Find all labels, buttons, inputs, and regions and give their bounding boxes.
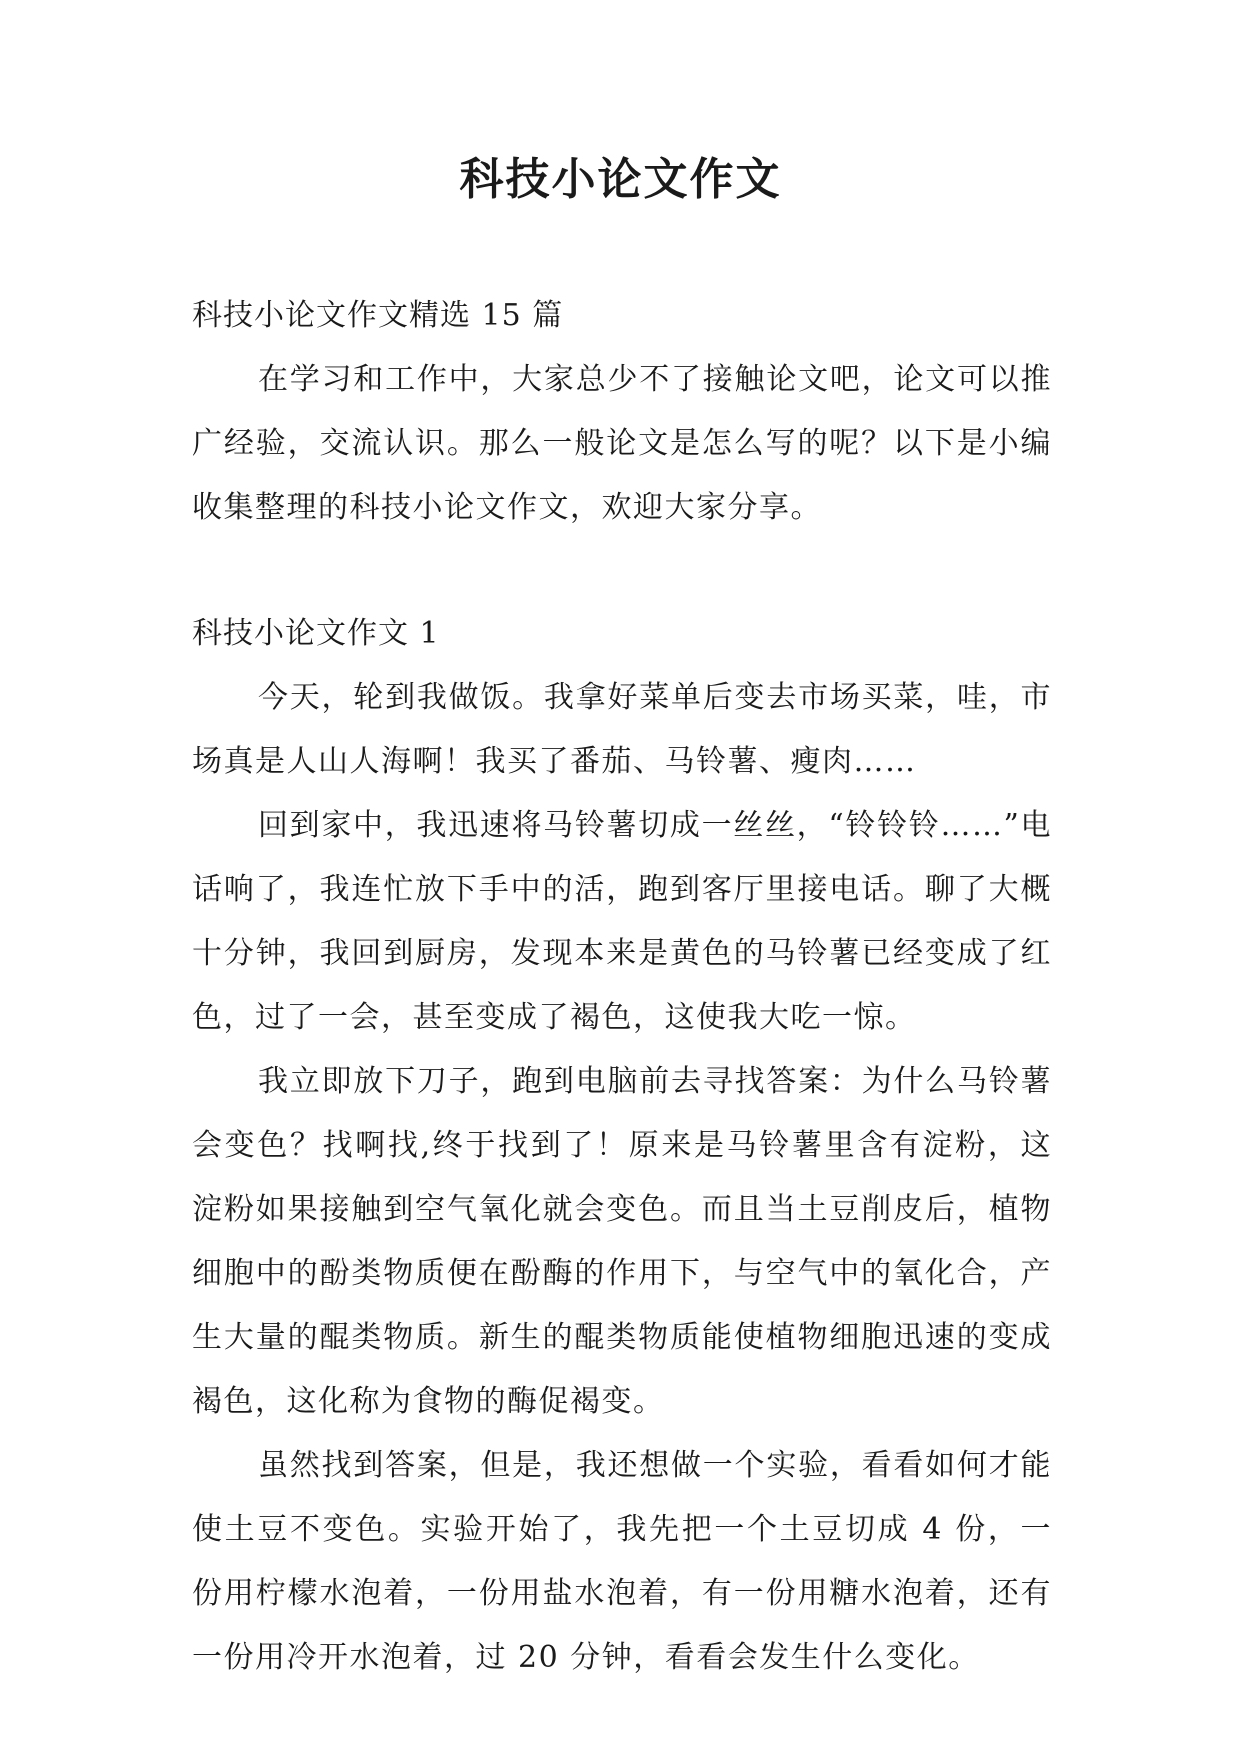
body-paragraph: 回到家中，我迅速将马铃薯切成一丝丝，“铃铃铃……”电话响了，我连忙放下手中的活，跑到客厅里接电话。聊了大概十分钟，我回到厨房，发现本来是黄色的马铃薯已经变成了红色，过了一会，甚至变成了褐色，这使我大吃一惊。 bbox=[192, 808, 1052, 1035]
body-paragraph: 虽然找到答案，但是，我还想做一个实验，看看如何才能使土豆不变色。实验开始了，我先把一个土豆切成 4 份，一份用柠檬水泡着，一份用盐水泡着，有一份用糖水泡着，还有一份用冷开水泡着，过 20 分钟，看看会发生什么变化。 bbox=[192, 1448, 1052, 1675]
document-body bbox=[192, 284, 1052, 1690]
body-paragraph: 今天，轮到我做饭。我拿好菜单后变去市场买菜，哇，市场真是人山人海啊！我买了番茄、马铃薯、瘦肉…… bbox=[192, 680, 1052, 779]
intro-paragraph: 在学习和工作中，大家总少不了接触论文吧，论文可以推广经验，交流认识。那么一般论文是怎么写的呢？以下是小编收集整理的科技小论文作文，欢迎大家分享。 bbox=[192, 362, 1052, 525]
section-heading: 科技小论文作文 1 bbox=[192, 616, 440, 651]
section-spacer bbox=[192, 540, 1052, 602]
body-paragraph: 我立即放下刀子，跑到电脑前去寻找答案：为什么马铃薯会变色？找啊找,终于找到了！原来是马铃薯里含有淀粉，这淀粉如果接触到空气氧化就会变色。而且当土豆削皮后，植物细胞中的酚类物质便在酚酶的作用下，与空气中的氧化合，产生大量的醌类物质。新生的醌类物质能使植物细胞迅速的变成褐色，这化称为食物的酶促褐变。 bbox=[192, 1064, 1052, 1419]
document-title: 科技小论文作文 bbox=[459, 154, 782, 205]
intro-heading: 科技小论文作文精选 15 篇 bbox=[192, 298, 564, 333]
